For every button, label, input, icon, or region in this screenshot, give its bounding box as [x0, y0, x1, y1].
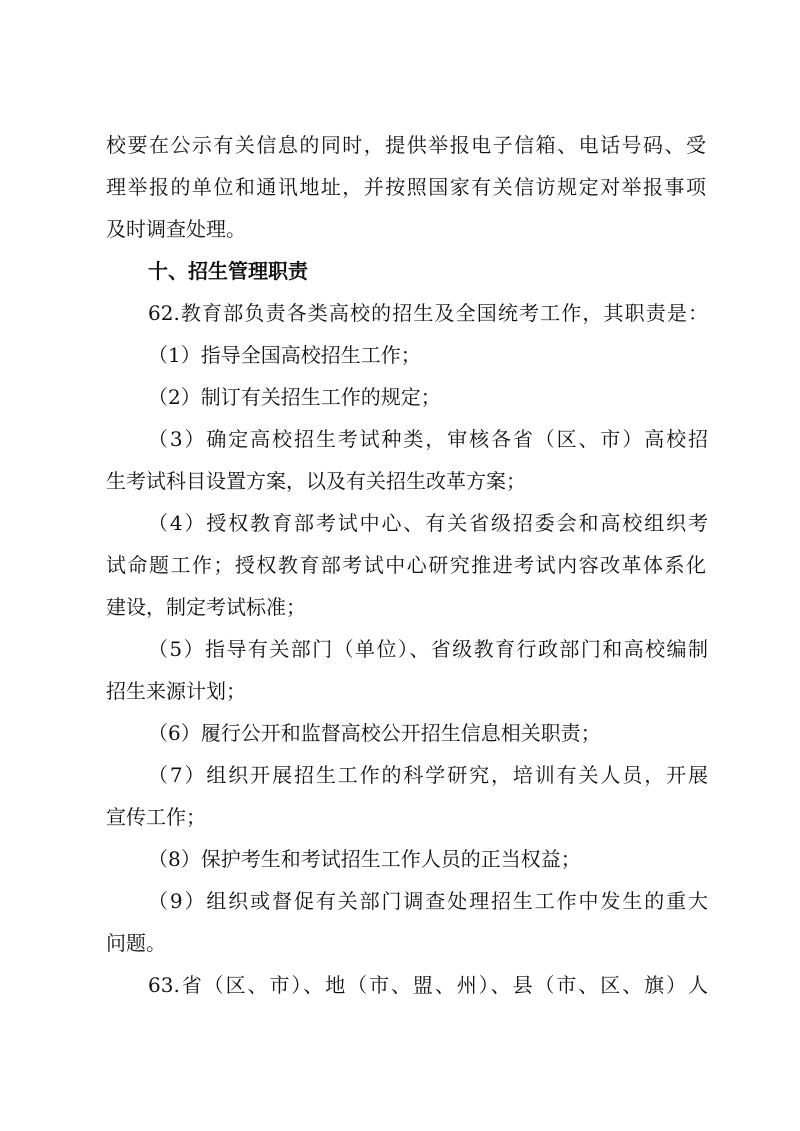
list-item: （1）指导全国高校招生工作； — [148, 343, 421, 367]
paragraph-line: 及时调查处理。 — [106, 217, 246, 241]
list-item: （5）指导有关部门（单位）、省级教育行政部门和高校编制 — [148, 637, 708, 661]
list-item-continuation: 问题。 — [106, 931, 166, 955]
paragraph-line: 62.教育部负责各类高校的招生及全国统考工作，其职责是： — [148, 301, 708, 325]
paragraph-line: 校要在公示有关信息的同时，提供举报电子信箱、电话号码、受 — [106, 133, 706, 157]
paragraph-line: 理举报的单位和通讯地址，并按照国家有关信访规定对举报事项 — [106, 175, 706, 199]
list-item-continuation: 生考试科目设置方案，以及有关招生改革方案； — [106, 469, 526, 493]
list-item: （6）履行公开和监督高校公开招生信息相关职责； — [148, 721, 601, 745]
section-heading: 十、招生管理职责 — [148, 259, 308, 283]
list-item-continuation: 试命题工作；授权教育部考试中心研究推进考试内容改革体系化 — [106, 553, 706, 577]
list-item: （4）授权教育部考试中心、有关省级招委会和高校组织考 — [148, 511, 708, 535]
list-item: （2）制订有关招生工作的规定； — [148, 385, 441, 409]
list-item-continuation: 宣传工作； — [106, 805, 206, 829]
list-item-continuation: 建设，制定考试标准； — [106, 595, 306, 619]
list-item: （8）保护考生和考试招生工作人员的正当权益； — [148, 847, 581, 871]
list-item: （3）确定高校招生考试种类，审核各省（区、市）高校招 — [148, 427, 708, 451]
list-item: （7）组织开展招生工作的科学研究，培训有关人员，开展 — [148, 763, 708, 787]
list-item-continuation: 招生来源计划； — [106, 679, 246, 703]
paragraph-line: 63.省（区、市）、地（市、盟、州）、县（市、区、旗）人 — [148, 973, 708, 997]
list-item: （9）组织或督促有关部门调查处理招生工作中发生的重大 — [148, 889, 708, 913]
